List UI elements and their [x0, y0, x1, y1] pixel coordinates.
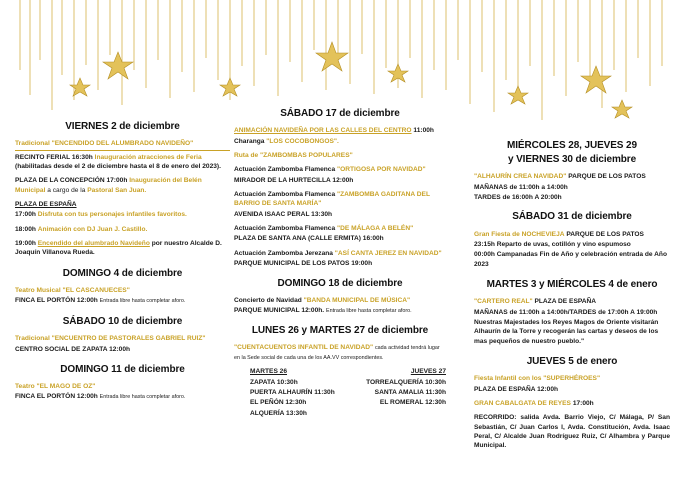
streamer-lines-icon — [20, 0, 662, 120]
event-note: Entrada libre hasta completar aforo. — [325, 308, 412, 315]
event-line — [15, 176, 230, 195]
event-text: Actuación Zambomba Jerezana — [234, 249, 333, 257]
star-icon — [316, 42, 348, 71]
star-icon — [581, 66, 611, 93]
heading-martes-3: MARTES 3 y MIÉRCOLES 4 de enero — [486, 279, 658, 291]
event-desc: Encendido del alumbrado Navideño — [37, 240, 150, 248]
star-icon — [508, 86, 528, 104]
route-description: RECORRIDO: salida Avda. Barrio Viejo, C/ Málaga, P/ San Sebastián, C/ Juan Carlos I, Avda. Constitución, Avda. Isaac Peral, C/ Alcalde Juan Rodríguez Ruiz, C/ Alhambra y Parque Municipal. — [474, 414, 670, 450]
event-desc: "ASÍ CANTA JEREZ EN NAVIDAD" — [334, 249, 442, 257]
cuentacuentos-schedule — [234, 367, 446, 419]
jueves-27-heading: JUEVES 27 — [410, 368, 446, 376]
event-text: Actuación Zambomba Flamenca — [234, 166, 336, 174]
time: 17:00h — [15, 211, 36, 219]
event-title: GRAN CABALGATA DE REYES — [474, 399, 571, 407]
place-time: PLAZA DE LA CONCEPCIÓN 17:00h — [15, 177, 128, 185]
event-note: (habilitadas desde el 2 de diciembre hasta el 8 de enero del 2023). — [15, 162, 221, 170]
event-desc: Disfruta con tus personajes infantiles favoritos. — [37, 211, 187, 219]
place-time: FINCA EL PORTÓN 12:00h — [15, 297, 98, 305]
event-note: Entrada libre hasta completar aforo. — [99, 298, 186, 305]
list-item: PUERTA ALHAURÍN 11:30h — [250, 388, 335, 396]
heading-lunes-26: LUNES 26 y MARTES 27 de diciembre — [251, 324, 429, 336]
schedule-line: 23:15h Reparto de uvas, cotillón y vino espumoso — [474, 241, 631, 248]
heading-miercoles-28: MIÉRCOLES 28, JUEVES 29 — [507, 140, 637, 151]
event-text: Concierto de Navidad — [234, 296, 302, 304]
place: PARQUE DE LOS PATOS — [568, 173, 646, 181]
place-time: PLAZA DE SANTA ANA (CALLE ERMITA) 16:00h — [234, 235, 384, 243]
plaza-espana-label: PLAZA DE ESPAÑA — [15, 200, 77, 208]
place-time: PARQUE MUNICIPAL 12:00h. — [234, 307, 325, 315]
list-item: EL ROMERAL 12:30h — [379, 399, 446, 407]
event-note: Entrada libre hasta completar aforo. — [99, 394, 186, 401]
event-line — [15, 153, 230, 172]
star-icon — [612, 100, 632, 118]
event-text: Charanga — [234, 137, 265, 145]
list-item: TORREALQUERÍA 10:30h — [366, 378, 446, 386]
event-line — [15, 239, 230, 258]
event-line — [234, 126, 446, 135]
event-line — [234, 190, 446, 209]
event-text: Actuación Zambomba Flamenca — [234, 225, 336, 233]
list-item: ZAPATA 10:30h — [250, 378, 298, 386]
star-icon — [70, 78, 90, 96]
column-left — [15, 116, 230, 403]
event-title: Gran Fiesta de NOCHEVIEJA — [474, 230, 565, 238]
event-line — [234, 224, 446, 233]
star-icon — [388, 64, 408, 82]
heading-sabado-10: SÁBADO 10 de diciembre — [62, 316, 183, 327]
event-title: "CUENTACUENTOS INFANTIL DE NAVIDAD" — [234, 343, 374, 351]
schedule-line: TARDES de 16:00h A 20:00h — [474, 194, 562, 202]
event-desc: "ZAMBOMBA GADITANA DEL BARRIO DE SANTA MARÍA" — [234, 190, 430, 208]
event-line — [234, 306, 446, 316]
star-icon — [220, 78, 240, 96]
event-text: a cargo de la — [47, 186, 86, 194]
time: 17:00h — [572, 399, 594, 407]
heading-domingo-11: DOMINGO 11 de diciembre — [60, 363, 185, 375]
event-line — [15, 225, 230, 234]
heading-viernes-30: y VIERNES 30 de diciembre — [507, 154, 637, 166]
star-icon — [103, 52, 133, 79]
place: PLAZA DE ESPAÑA — [534, 298, 597, 306]
martes-26-heading: MARTES 26 — [250, 368, 288, 376]
place-time: MIRADOR DE LA HURTECILLA 12:00h — [234, 176, 354, 184]
event-title: Tradicional "ENCUENTRO DE PASTORALES GABRIEL RUIZ" — [15, 335, 206, 343]
event-line — [234, 296, 446, 305]
event-note: cada actividad tendrá lugar en la Sede social de cada una de los AA.VV correspondientes. — [234, 344, 440, 361]
event-title: Teatro "EL MAGO DE OZ" — [15, 383, 96, 391]
martes-26-list — [234, 367, 336, 419]
event-line — [15, 210, 230, 219]
event-line — [234, 249, 446, 258]
schedule-line: MAÑANAS de 11:00h a 14:00h/TARDES de 17:00h A 19:00h — [474, 308, 658, 316]
heading-jueves-5: JUEVES 5 de enero — [526, 356, 618, 368]
event-title: "CARTERO REAL" — [474, 298, 533, 306]
jueves-27-list — [344, 367, 446, 419]
event-line — [234, 165, 446, 174]
event-desc: Pastoral San Juan. — [87, 186, 147, 194]
event-line — [15, 296, 230, 306]
schedule-line: 00:00h Campanadas Fin de Año y celebración entrada de Año 2023 — [474, 251, 667, 268]
event-title: ANIMACIÓN NAVIDEÑA POR LAS CALLES DEL CENTRO — [234, 127, 412, 135]
event-line — [474, 399, 670, 408]
list-item: ALQUERÍA 13:30h — [250, 409, 307, 417]
column-center — [234, 103, 446, 419]
schedule-line: MAÑANAS de 11:00h a 14:00h — [474, 183, 568, 191]
event-line — [234, 137, 446, 146]
event-line — [15, 392, 230, 402]
event-line — [474, 230, 670, 239]
event-desc: "LOS COCOBONGOS". — [266, 137, 339, 145]
heading-sabado-31: SÁBADO 31 de diciembre — [512, 211, 632, 223]
event-desc: "BANDA MUNICIPAL DE MÚSICA" — [303, 296, 411, 304]
heading-domingo-18: DOMINGO 18 de diciembre — [277, 277, 403, 289]
place-time: FINCA EL PORTÓN 12:00h — [15, 393, 98, 401]
event-line — [474, 172, 670, 181]
event-title: "SUPERHÉROES" — [543, 375, 601, 383]
place-time: CENTRO SOCIAL DE ZAPATA 12:00h — [15, 345, 131, 353]
time: 19:00h — [15, 240, 36, 248]
event-text: Actuación Zambomba Flamenca — [234, 190, 336, 198]
time: 11:00h — [413, 127, 434, 135]
event-line — [234, 343, 446, 362]
event-desc: "DE MÁLAGA A BELÉN" — [336, 225, 414, 233]
list-item: SANTA AMALIA 11:30h — [374, 388, 446, 396]
event-line — [474, 297, 670, 306]
event-desc: Animación con DJ Juan J. Castillo. — [37, 225, 148, 233]
column-right — [474, 135, 670, 452]
place-time: RECINTO FERIAL 16:30h — [15, 153, 93, 161]
heading-viernes-2: VIERNES 2 de diciembre — [65, 121, 180, 132]
place-time: PARQUE MUNICIPAL DE LOS PATOS 19:00h — [234, 260, 373, 268]
event-line — [474, 374, 670, 383]
event-desc: "ORTIGOSA POR NAVIDAD" — [336, 166, 426, 174]
event-desc: Inauguración atracciones de Feria — [94, 153, 202, 161]
event-title: Teatro Musical "EL CASCANUECES" — [15, 286, 130, 294]
event-title: Tradicional "ENCENDIDO DEL ALUMBRADO NAVIDEÑO" — [15, 140, 194, 148]
event-text: Fiesta Infantil con los — [474, 375, 542, 383]
event-description: Nuestras Majestades los Reyes Magos de Oriente visitarán Alhaurín de la Torre y recogerán las cartas y deseos de los mas pequeños de nuestro pueblo." — [474, 318, 659, 345]
place-time: PLAZA DE ESPAÑA 12:00h — [474, 385, 559, 393]
event-title: "ALHAURÍN CREA NAVIDAD" — [474, 173, 567, 181]
list-item: EL PEÑÓN 12:30h — [250, 399, 307, 407]
place: PARQUE DE LOS PATOS — [566, 230, 644, 238]
place-time: AVENIDA ISAAC PERAL 13:30h — [234, 210, 333, 218]
event-title: Ruta de "ZAMBOMBAS POPULARES" — [234, 151, 353, 159]
heading-sabado-17: SÁBADO 17 de diciembre — [280, 108, 400, 119]
event-note: por nuestro Alcalde D. Joaquín Villanova Rueda. — [15, 240, 222, 257]
event-desc: Inauguración del Belén Municipal — [15, 177, 202, 194]
heading-domingo-4: DOMINGO 4 de diciembre — [62, 267, 183, 279]
time: 18:00h — [15, 225, 36, 233]
